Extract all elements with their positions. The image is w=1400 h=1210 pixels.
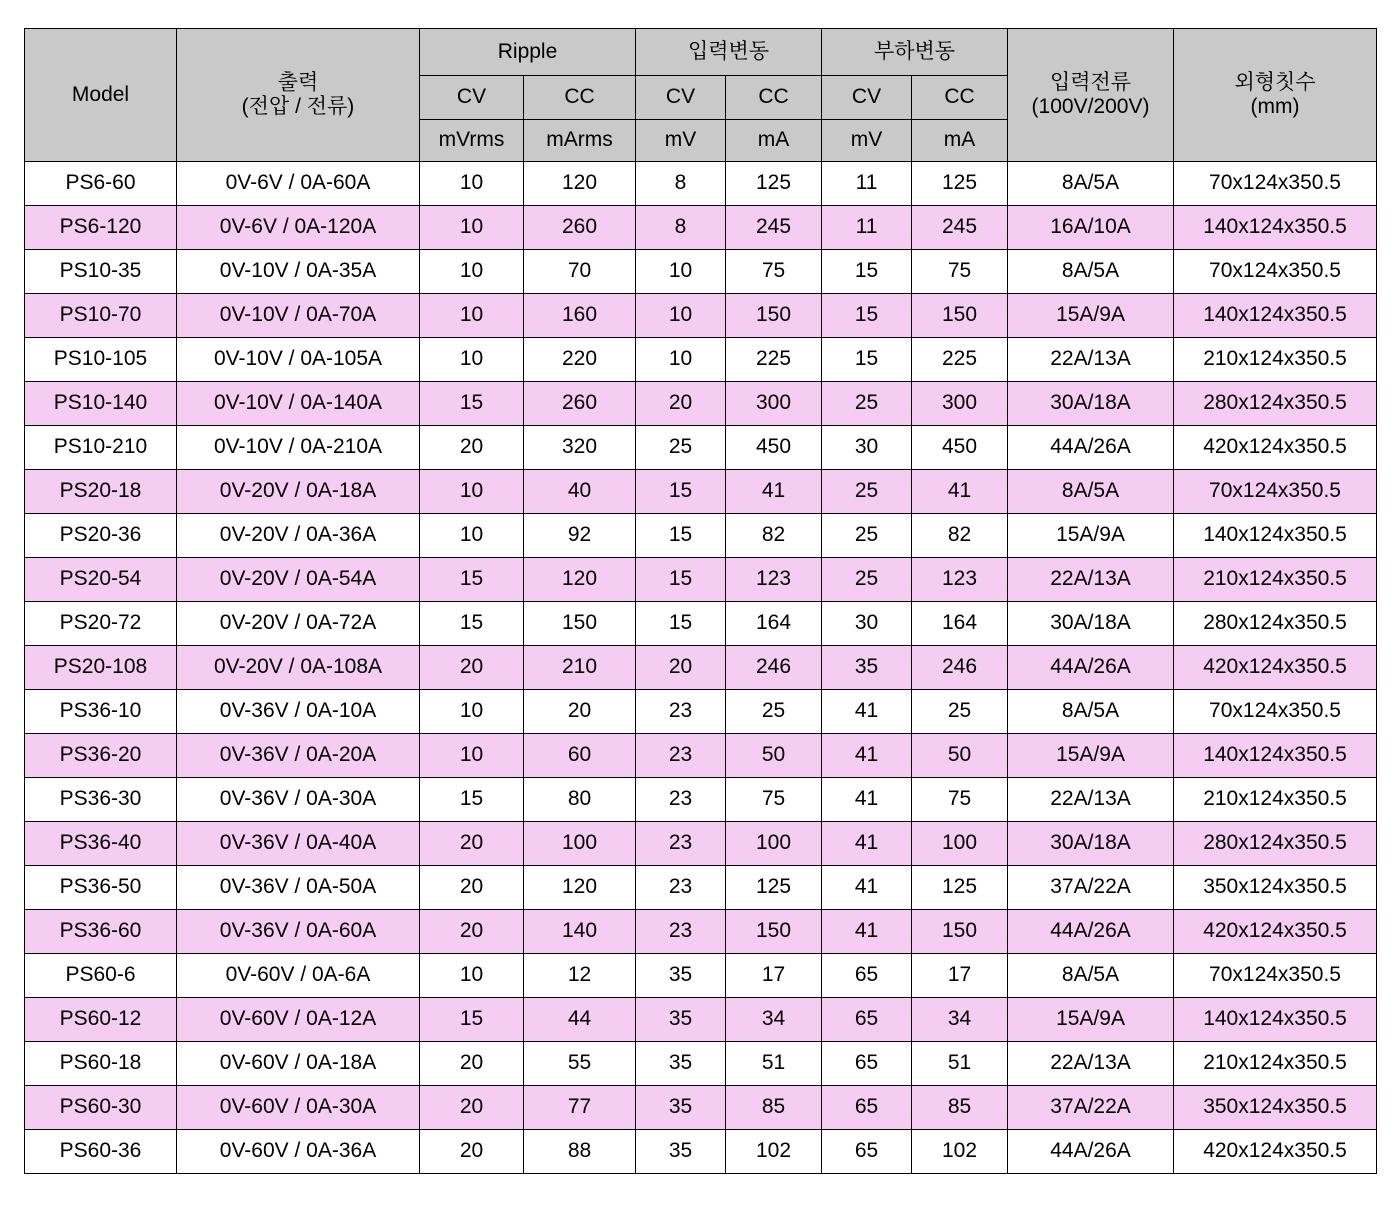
- cell-output: 0V-60V / 0A-30A: [177, 1086, 420, 1130]
- cell-load-cc: 85: [912, 1086, 1008, 1130]
- cell-load-cc: 50: [912, 734, 1008, 778]
- cell-ripple-cv: 20: [420, 1130, 524, 1174]
- unit-input-cc: mA: [726, 120, 822, 162]
- cell-load-cc: 51: [912, 1042, 1008, 1086]
- column-group-ripple: Ripple: [420, 29, 636, 76]
- cell-output: 0V-6V / 0A-120A: [177, 206, 420, 250]
- cell-dimensions: 70x124x350.5: [1174, 470, 1377, 514]
- cell-dimensions: 420x124x350.5: [1174, 646, 1377, 690]
- cell-load-cc: 450: [912, 426, 1008, 470]
- cell-input-current: 15A/9A: [1008, 998, 1174, 1042]
- cell-ripple-cv: 20: [420, 426, 524, 470]
- cell-input-current: 15A/9A: [1008, 734, 1174, 778]
- cell-dimensions: 70x124x350.5: [1174, 954, 1377, 998]
- cell-input-cv: 23: [636, 822, 726, 866]
- table-row: [25, 162, 1377, 206]
- cell-load-cv: 41: [822, 822, 912, 866]
- cell-load-cv: 30: [822, 602, 912, 646]
- cell-output: 0V-60V / 0A-6A: [177, 954, 420, 998]
- column-header-output-line2: (전압 / 전류): [241, 95, 355, 118]
- cell-ripple-cv: 20: [420, 910, 524, 954]
- table-row: [25, 954, 1377, 998]
- cell-model: PS20-18: [25, 470, 177, 514]
- cell-input-cv: 20: [636, 646, 726, 690]
- cell-model: PS36-10: [25, 690, 177, 734]
- cell-model: PS20-36: [25, 514, 177, 558]
- cell-dimensions: 70x124x350.5: [1174, 162, 1377, 206]
- column-header-input-cc: CC: [726, 76, 822, 120]
- table-row: [25, 646, 1377, 690]
- cell-input-cc: 100: [726, 822, 822, 866]
- cell-model: PS6-60: [25, 162, 177, 206]
- cell-ripple-cv: 10: [420, 338, 524, 382]
- cell-output: 0V-10V / 0A-105A: [177, 338, 420, 382]
- cell-model: PS36-30: [25, 778, 177, 822]
- table-row: [25, 514, 1377, 558]
- cell-input-current: 16A/10A: [1008, 206, 1174, 250]
- cell-load-cv: 15: [822, 294, 912, 338]
- cell-input-cv: 35: [636, 1086, 726, 1130]
- cell-ripple-cv: 10: [420, 250, 524, 294]
- cell-input-cv: 8: [636, 162, 726, 206]
- cell-input-current: 15A/9A: [1008, 514, 1174, 558]
- cell-input-current: 22A/13A: [1008, 1042, 1174, 1086]
- cell-dimensions: 350x124x350.5: [1174, 1086, 1377, 1130]
- cell-ripple-cc: 60: [524, 734, 636, 778]
- cell-model: PS60-12: [25, 998, 177, 1042]
- cell-output: 0V-36V / 0A-10A: [177, 690, 420, 734]
- cell-input-cc: 34: [726, 998, 822, 1042]
- cell-input-cc: 123: [726, 558, 822, 602]
- cell-model: PS36-20: [25, 734, 177, 778]
- cell-load-cc: 17: [912, 954, 1008, 998]
- cell-load-cc: 225: [912, 338, 1008, 382]
- cell-dimensions: 280x124x350.5: [1174, 822, 1377, 866]
- cell-load-cc: 150: [912, 910, 1008, 954]
- cell-ripple-cc: 55: [524, 1042, 636, 1086]
- cell-ripple-cv: 10: [420, 954, 524, 998]
- cell-input-cc: 125: [726, 866, 822, 910]
- cell-load-cc: 125: [912, 866, 1008, 910]
- cell-model: PS60-30: [25, 1086, 177, 1130]
- cell-input-cc: 225: [726, 338, 822, 382]
- cell-output: 0V-60V / 0A-12A: [177, 998, 420, 1042]
- cell-model: PS60-6: [25, 954, 177, 998]
- cell-model: PS20-72: [25, 602, 177, 646]
- cell-input-cv: 15: [636, 602, 726, 646]
- cell-load-cv: 65: [822, 1130, 912, 1174]
- cell-input-current: 8A/5A: [1008, 470, 1174, 514]
- cell-load-cc: 123: [912, 558, 1008, 602]
- cell-load-cc: 34: [912, 998, 1008, 1042]
- cell-ripple-cv: 20: [420, 646, 524, 690]
- cell-input-cv: 20: [636, 382, 726, 426]
- table-row: [25, 250, 1377, 294]
- cell-ripple-cv: 10: [420, 206, 524, 250]
- cell-dimensions: 280x124x350.5: [1174, 382, 1377, 426]
- table-row: [25, 1086, 1377, 1130]
- cell-ripple-cv: 10: [420, 734, 524, 778]
- cell-input-cc: 51: [726, 1042, 822, 1086]
- cell-input-cv: 23: [636, 734, 726, 778]
- cell-input-cc: 75: [726, 778, 822, 822]
- cell-input-current: 37A/22A: [1008, 1086, 1174, 1130]
- cell-output: 0V-36V / 0A-60A: [177, 910, 420, 954]
- cell-load-cv: 65: [822, 954, 912, 998]
- cell-dimensions: 420x124x350.5: [1174, 426, 1377, 470]
- cell-output: 0V-36V / 0A-40A: [177, 822, 420, 866]
- cell-ripple-cv: 20: [420, 1086, 524, 1130]
- table-row: [25, 822, 1377, 866]
- cell-load-cc: 245: [912, 206, 1008, 250]
- cell-ripple-cc: 140: [524, 910, 636, 954]
- cell-load-cv: 15: [822, 338, 912, 382]
- column-header-dimensions-line2: (mm): [1250, 95, 1300, 118]
- cell-output: 0V-10V / 0A-35A: [177, 250, 420, 294]
- cell-dimensions: 140x124x350.5: [1174, 206, 1377, 250]
- cell-dimensions: 420x124x350.5: [1174, 910, 1377, 954]
- cell-ripple-cv: 10: [420, 470, 524, 514]
- column-header-ripple-cv: CV: [420, 76, 524, 120]
- cell-ripple-cv: 20: [420, 866, 524, 910]
- cell-model: PS10-35: [25, 250, 177, 294]
- cell-input-current: 15A/9A: [1008, 294, 1174, 338]
- column-header-model: Model: [25, 29, 177, 162]
- cell-ripple-cv: 10: [420, 690, 524, 734]
- cell-input-cc: 82: [726, 514, 822, 558]
- cell-load-cc: 164: [912, 602, 1008, 646]
- cell-dimensions: 140x124x350.5: [1174, 294, 1377, 338]
- cell-ripple-cc: 40: [524, 470, 636, 514]
- cell-ripple-cc: 44: [524, 998, 636, 1042]
- cell-load-cv: 41: [822, 734, 912, 778]
- cell-dimensions: 210x124x350.5: [1174, 1042, 1377, 1086]
- column-header-load-cc: CC: [912, 76, 1008, 120]
- cell-ripple-cc: 150: [524, 602, 636, 646]
- cell-ripple-cc: 220: [524, 338, 636, 382]
- cell-ripple-cv: 15: [420, 998, 524, 1042]
- cell-input-current: 8A/5A: [1008, 250, 1174, 294]
- cell-load-cv: 65: [822, 998, 912, 1042]
- cell-input-cv: 35: [636, 954, 726, 998]
- cell-input-current: 30A/18A: [1008, 382, 1174, 426]
- cell-ripple-cv: 15: [420, 382, 524, 426]
- cell-input-cv: 15: [636, 470, 726, 514]
- cell-output: 0V-36V / 0A-30A: [177, 778, 420, 822]
- cell-input-cc: 150: [726, 910, 822, 954]
- cell-load-cv: 30: [822, 426, 912, 470]
- cell-load-cc: 150: [912, 294, 1008, 338]
- table-row: [25, 998, 1377, 1042]
- cell-input-cv: 23: [636, 778, 726, 822]
- cell-model: PS60-18: [25, 1042, 177, 1086]
- cell-input-cv: 23: [636, 690, 726, 734]
- cell-input-cv: 8: [636, 206, 726, 250]
- cell-output: 0V-6V / 0A-60A: [177, 162, 420, 206]
- cell-load-cc: 75: [912, 778, 1008, 822]
- cell-input-cc: 164: [726, 602, 822, 646]
- cell-ripple-cv: 15: [420, 558, 524, 602]
- cell-input-cc: 300: [726, 382, 822, 426]
- cell-input-cv: 10: [636, 294, 726, 338]
- cell-dimensions: 70x124x350.5: [1174, 690, 1377, 734]
- column-header-dimensions-line1: 외형칫수: [1234, 70, 1316, 94]
- cell-load-cc: 300: [912, 382, 1008, 426]
- unit-ripple-cc: mArms: [524, 120, 636, 162]
- cell-output: 0V-10V / 0A-140A: [177, 382, 420, 426]
- cell-dimensions: 70x124x350.5: [1174, 250, 1377, 294]
- cell-load-cv: 25: [822, 514, 912, 558]
- cell-input-cv: 10: [636, 338, 726, 382]
- cell-load-cv: 65: [822, 1042, 912, 1086]
- cell-dimensions: 280x124x350.5: [1174, 602, 1377, 646]
- cell-input-current: 22A/13A: [1008, 338, 1174, 382]
- table-header: [25, 29, 1377, 162]
- cell-model: PS10-105: [25, 338, 177, 382]
- table-row: [25, 470, 1377, 514]
- cell-ripple-cv: 15: [420, 778, 524, 822]
- power-supply-spec-table: [24, 28, 1377, 1174]
- table-row: [25, 690, 1377, 734]
- table-body: [25, 162, 1377, 1174]
- cell-load-cv: 41: [822, 778, 912, 822]
- cell-input-cv: 23: [636, 866, 726, 910]
- cell-model: PS20-54: [25, 558, 177, 602]
- cell-load-cv: 11: [822, 206, 912, 250]
- unit-load-cc: mA: [912, 120, 1008, 162]
- cell-dimensions: 210x124x350.5: [1174, 338, 1377, 382]
- cell-load-cv: 41: [822, 690, 912, 734]
- cell-model: PS20-108: [25, 646, 177, 690]
- cell-input-cv: 35: [636, 1130, 726, 1174]
- cell-load-cv: 65: [822, 1086, 912, 1130]
- cell-ripple-cc: 260: [524, 382, 636, 426]
- cell-load-cc: 100: [912, 822, 1008, 866]
- table-row: [25, 558, 1377, 602]
- cell-dimensions: 140x124x350.5: [1174, 514, 1377, 558]
- table-row: [25, 338, 1377, 382]
- cell-input-cv: 25: [636, 426, 726, 470]
- cell-input-cv: 35: [636, 998, 726, 1042]
- cell-input-cc: 17: [726, 954, 822, 998]
- table-row: [25, 206, 1377, 250]
- cell-dimensions: 420x124x350.5: [1174, 1130, 1377, 1174]
- cell-dimensions: 350x124x350.5: [1174, 866, 1377, 910]
- cell-dimensions: 210x124x350.5: [1174, 778, 1377, 822]
- cell-output: 0V-20V / 0A-72A: [177, 602, 420, 646]
- cell-output: 0V-60V / 0A-18A: [177, 1042, 420, 1086]
- cell-input-cc: 125: [726, 162, 822, 206]
- cell-load-cv: 25: [822, 558, 912, 602]
- cell-load-cv: 35: [822, 646, 912, 690]
- cell-dimensions: 140x124x350.5: [1174, 998, 1377, 1042]
- column-header-input-current-line2: (100V/200V): [1031, 95, 1150, 118]
- cell-ripple-cc: 120: [524, 162, 636, 206]
- cell-input-current: 22A/13A: [1008, 778, 1174, 822]
- cell-load-cv: 41: [822, 866, 912, 910]
- cell-ripple-cc: 260: [524, 206, 636, 250]
- cell-input-current: 8A/5A: [1008, 954, 1174, 998]
- cell-ripple-cc: 120: [524, 558, 636, 602]
- column-group-load-variation: 부하변동: [822, 29, 1008, 76]
- column-header-dimensions: [1174, 29, 1377, 162]
- cell-ripple-cv: 20: [420, 822, 524, 866]
- cell-load-cv: 11: [822, 162, 912, 206]
- cell-model: PS10-210: [25, 426, 177, 470]
- cell-input-cc: 85: [726, 1086, 822, 1130]
- cell-input-cv: 23: [636, 910, 726, 954]
- cell-load-cc: 41: [912, 470, 1008, 514]
- cell-load-cc: 75: [912, 250, 1008, 294]
- cell-input-cv: 35: [636, 1042, 726, 1086]
- cell-ripple-cc: 12: [524, 954, 636, 998]
- column-header-load-cv: CV: [822, 76, 912, 120]
- cell-input-cc: 150: [726, 294, 822, 338]
- unit-ripple-cv: mVrms: [420, 120, 524, 162]
- cell-load-cv: 25: [822, 382, 912, 426]
- table-row: [25, 734, 1377, 778]
- cell-model: PS6-120: [25, 206, 177, 250]
- cell-input-cv: 15: [636, 558, 726, 602]
- cell-ripple-cv: 10: [420, 514, 524, 558]
- cell-model: PS36-40: [25, 822, 177, 866]
- cell-load-cc: 25: [912, 690, 1008, 734]
- cell-ripple-cv: 10: [420, 162, 524, 206]
- cell-input-cc: 245: [726, 206, 822, 250]
- cell-output: 0V-10V / 0A-210A: [177, 426, 420, 470]
- cell-ripple-cc: 80: [524, 778, 636, 822]
- cell-input-cc: 41: [726, 470, 822, 514]
- cell-input-current: 8A/5A: [1008, 162, 1174, 206]
- cell-input-cc: 50: [726, 734, 822, 778]
- cell-input-current: 44A/26A: [1008, 910, 1174, 954]
- cell-output: 0V-36V / 0A-50A: [177, 866, 420, 910]
- cell-input-current: 22A/13A: [1008, 558, 1174, 602]
- table-row: [25, 866, 1377, 910]
- cell-ripple-cv: 15: [420, 602, 524, 646]
- cell-output: 0V-20V / 0A-108A: [177, 646, 420, 690]
- table-row: [25, 1130, 1377, 1174]
- cell-output: 0V-20V / 0A-18A: [177, 470, 420, 514]
- cell-model: PS36-60: [25, 910, 177, 954]
- cell-input-current: 44A/26A: [1008, 646, 1174, 690]
- cell-input-current: 44A/26A: [1008, 1130, 1174, 1174]
- cell-input-cc: 246: [726, 646, 822, 690]
- cell-ripple-cv: 20: [420, 1042, 524, 1086]
- cell-model: PS60-36: [25, 1130, 177, 1174]
- cell-load-cc: 102: [912, 1130, 1008, 1174]
- cell-input-cc: 25: [726, 690, 822, 734]
- cell-model: PS10-70: [25, 294, 177, 338]
- cell-output: 0V-60V / 0A-36A: [177, 1130, 420, 1174]
- cell-ripple-cc: 160: [524, 294, 636, 338]
- cell-input-cv: 10: [636, 250, 726, 294]
- cell-ripple-cc: 92: [524, 514, 636, 558]
- cell-input-cv: 15: [636, 514, 726, 558]
- cell-input-cc: 75: [726, 250, 822, 294]
- cell-ripple-cc: 70: [524, 250, 636, 294]
- table-row: [25, 1042, 1377, 1086]
- column-header-input-cv: CV: [636, 76, 726, 120]
- cell-input-current: 37A/22A: [1008, 866, 1174, 910]
- cell-input-cc: 450: [726, 426, 822, 470]
- cell-output: 0V-20V / 0A-36A: [177, 514, 420, 558]
- column-group-input-variation: 입력변동: [636, 29, 822, 76]
- cell-input-current: 30A/18A: [1008, 822, 1174, 866]
- column-header-input-current-line1: 입력전류: [1049, 70, 1132, 94]
- cell-load-cv: 25: [822, 470, 912, 514]
- cell-load-cc: 125: [912, 162, 1008, 206]
- cell-model: PS10-140: [25, 382, 177, 426]
- cell-ripple-cc: 120: [524, 866, 636, 910]
- column-header-input-current: [1008, 29, 1174, 162]
- table-row: [25, 602, 1377, 646]
- cell-load-cv: 41: [822, 910, 912, 954]
- column-header-output-line1: 출력: [277, 70, 319, 94]
- unit-input-cv: mV: [636, 120, 726, 162]
- table-row: [25, 910, 1377, 954]
- unit-load-cv: mV: [822, 120, 912, 162]
- table-row: [25, 382, 1377, 426]
- cell-ripple-cc: 100: [524, 822, 636, 866]
- cell-load-cc: 82: [912, 514, 1008, 558]
- cell-ripple-cc: 77: [524, 1086, 636, 1130]
- cell-output: 0V-36V / 0A-20A: [177, 734, 420, 778]
- table-row: [25, 294, 1377, 338]
- cell-input-current: 8A/5A: [1008, 690, 1174, 734]
- cell-ripple-cc: 88: [524, 1130, 636, 1174]
- cell-input-current: 44A/26A: [1008, 426, 1174, 470]
- column-header-ripple-cc: CC: [524, 76, 636, 120]
- table-row: [25, 778, 1377, 822]
- cell-ripple-cc: 20: [524, 690, 636, 734]
- cell-load-cv: 15: [822, 250, 912, 294]
- cell-input-current: 30A/18A: [1008, 602, 1174, 646]
- cell-input-cc: 102: [726, 1130, 822, 1174]
- cell-ripple-cc: 320: [524, 426, 636, 470]
- cell-load-cc: 246: [912, 646, 1008, 690]
- cell-output: 0V-10V / 0A-70A: [177, 294, 420, 338]
- cell-dimensions: 140x124x350.5: [1174, 734, 1377, 778]
- cell-ripple-cv: 10: [420, 294, 524, 338]
- column-header-output: [177, 29, 420, 162]
- cell-model: PS36-50: [25, 866, 177, 910]
- cell-output: 0V-20V / 0A-54A: [177, 558, 420, 602]
- cell-ripple-cc: 210: [524, 646, 636, 690]
- table-row: [25, 426, 1377, 470]
- cell-dimensions: 210x124x350.5: [1174, 558, 1377, 602]
